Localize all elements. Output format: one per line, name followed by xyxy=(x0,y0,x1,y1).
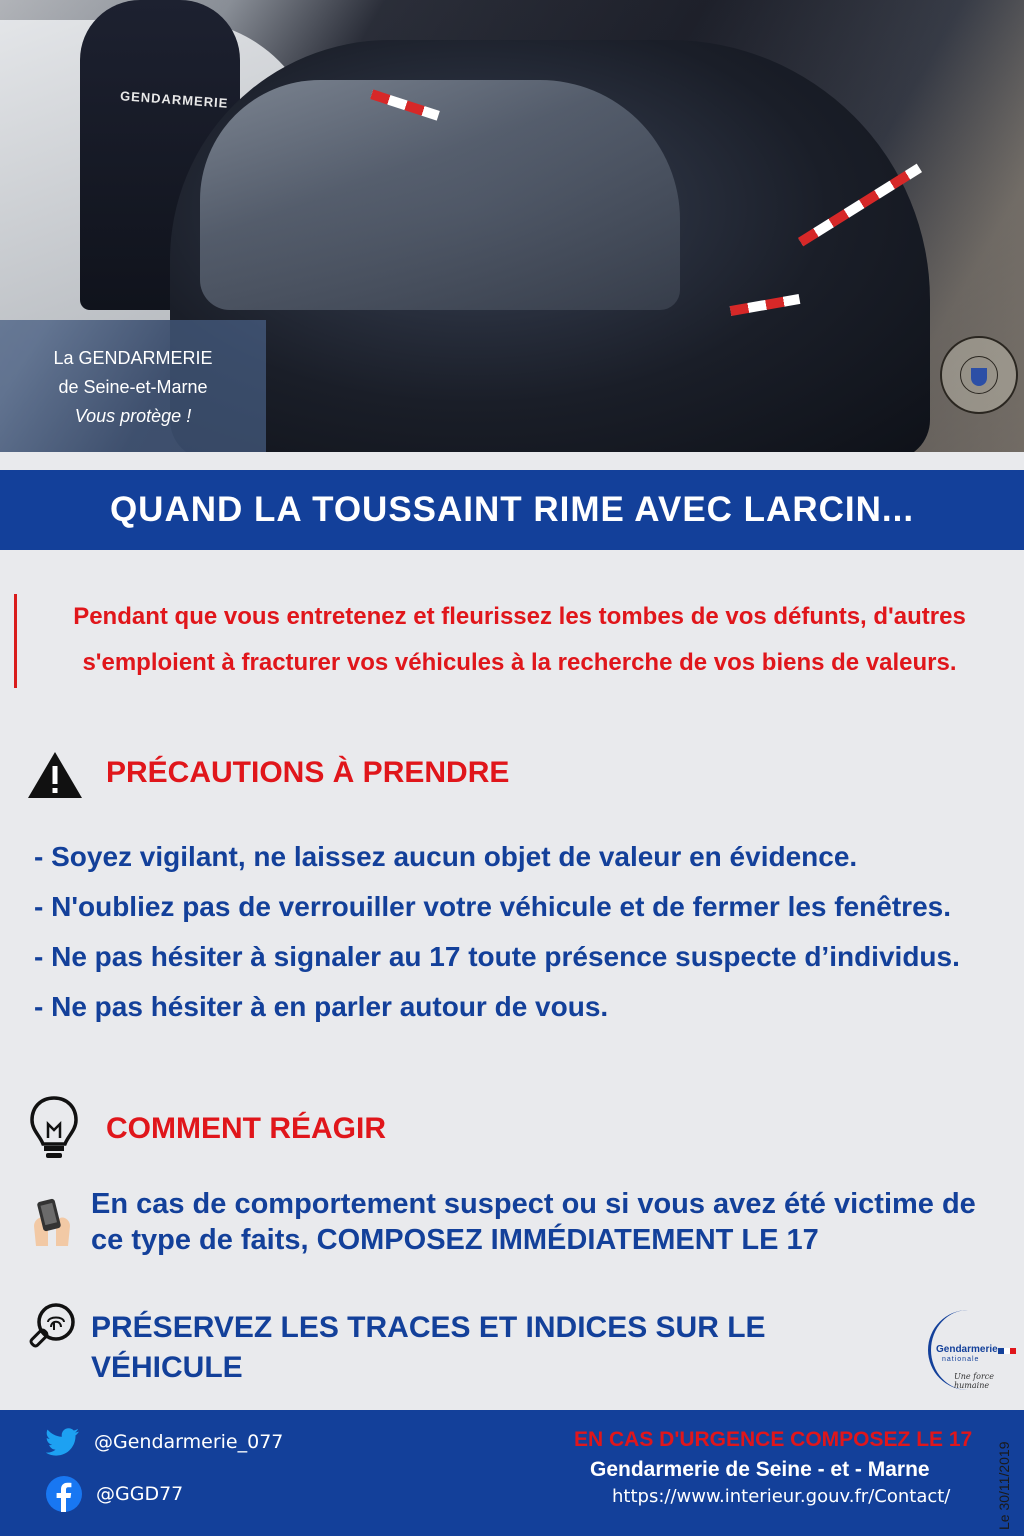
react-heading: COMMENT RÉAGIR xyxy=(106,1112,386,1145)
twitter-handle: @Gendarmerie_077 xyxy=(94,1431,284,1453)
header-photo xyxy=(0,0,1024,452)
caption-slogan: Vous protège ! xyxy=(74,406,192,426)
caption-line: La GENDARMERIE xyxy=(53,348,213,368)
facebook-link[interactable] xyxy=(46,1476,183,1512)
seal-shield-icon xyxy=(971,368,987,386)
emergency-notice: EN CAS D'URGENCE COMPOSEZ LE 17 xyxy=(574,1428,973,1451)
precautions-list xyxy=(34,832,1014,1032)
logo-motto: Une force humaine xyxy=(954,1372,994,1390)
car-windshield xyxy=(200,80,680,310)
twitter-bird-icon xyxy=(46,1428,80,1456)
twitter-link[interactable] xyxy=(46,1428,283,1456)
departmental-seal-icon xyxy=(940,336,1018,414)
list-item: - Ne pas hésiter à en parler autour de vous. xyxy=(34,991,609,1022)
photo-caption xyxy=(0,320,266,452)
react-instructions: En cas de comportement suspect ou si vous avez été victime de ce type de faits, COMPOSEZ IMMÉDIATEMENT LE 17 xyxy=(91,1188,976,1256)
magnifier-fingerprint-icon xyxy=(26,1300,78,1352)
precautions-heading: PRÉCAUTIONS À PRENDRE xyxy=(106,756,510,789)
facebook-handle: @GGD77 xyxy=(96,1483,184,1505)
officer-jacket-label: GENDARMERIE xyxy=(119,88,229,111)
page-title: QUAND LA TOUSSAINT RIME AVEC LARCIN... xyxy=(0,470,1024,550)
publication-date: Le 30/11/2019 xyxy=(996,1441,1012,1530)
organization-name: Gendarmerie de Seine - et - Marne xyxy=(590,1458,930,1481)
phone-in-hand-icon xyxy=(30,1196,74,1250)
preserve-traces-text: PRÉSERVEZ LES TRACES ET INDICES SUR LE VÉHICULE xyxy=(91,1311,766,1384)
list-item: - Ne pas hésiter à signaler au 17 toute présence suspecte d’individus. xyxy=(34,941,960,972)
caption-line: de Seine-et-Marne xyxy=(58,377,208,397)
intro-text: Pendant que vous entretenez et fleurissez les tombes de vos défunts, d'autres s'emploient à fracturer vos véhicules à la recherche de vos biens de valeurs. xyxy=(14,594,1014,688)
logo-subtitle: nationale xyxy=(942,1356,980,1363)
list-item: - Soyez vigilant, ne laissez aucun objet de valeur en évidence. xyxy=(34,841,858,872)
lightbulb-icon xyxy=(28,1094,80,1162)
tricolor-flag-icon xyxy=(998,1348,1016,1354)
logo-name: Gendarmerie xyxy=(936,1344,998,1355)
warning-icon xyxy=(26,750,84,800)
list-item: - N'oubliez pas de verrouiller votre véhicule et de fermer les fenêtres. xyxy=(34,891,951,922)
gendarmerie-nationale-logo xyxy=(928,1310,1020,1390)
contact-url[interactable]: https://www.interieur.gouv.fr/Contact/ xyxy=(612,1486,951,1507)
facebook-icon xyxy=(46,1476,82,1512)
footer xyxy=(0,1410,1024,1536)
